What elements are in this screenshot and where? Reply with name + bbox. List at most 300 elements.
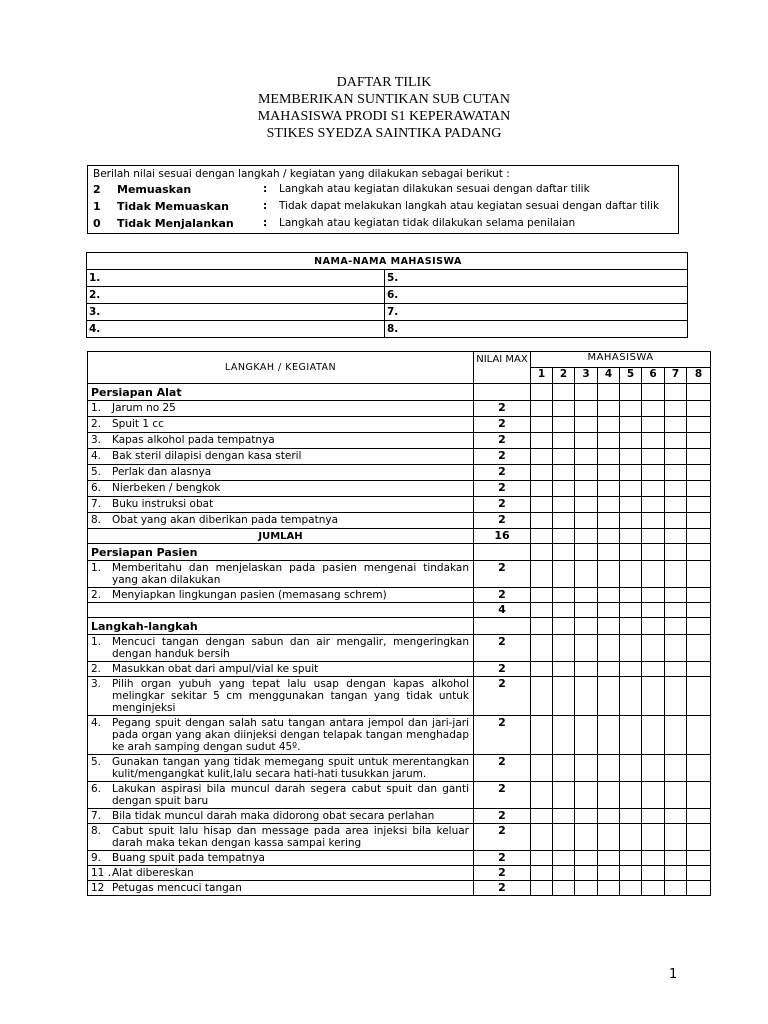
max-score-value: 2 xyxy=(474,755,531,782)
score-cell[interactable] xyxy=(665,497,687,513)
score-cell[interactable] xyxy=(531,662,553,677)
score-cell[interactable] xyxy=(642,866,665,881)
score-cell[interactable] xyxy=(687,433,711,449)
score-cell[interactable] xyxy=(620,782,642,809)
score-cell[interactable] xyxy=(598,851,620,866)
score-cell[interactable] xyxy=(553,662,575,677)
step-text: Mencuci tangan dengan sabun dan air mengalir, mengeringkan dengan handuk bersih xyxy=(112,636,469,660)
score-cell[interactable] xyxy=(665,866,687,881)
table-row xyxy=(88,513,711,529)
score-cell[interactable] xyxy=(642,481,665,497)
score-cell[interactable] xyxy=(598,449,620,465)
score-cell[interactable] xyxy=(575,755,598,782)
score-cell[interactable] xyxy=(620,662,642,677)
score-cell[interactable] xyxy=(598,401,620,417)
score-cell[interactable] xyxy=(665,433,687,449)
score-cell[interactable] xyxy=(531,433,553,449)
score-cell[interactable] xyxy=(642,433,665,449)
score-cell[interactable] xyxy=(665,618,687,635)
legend-colon: : xyxy=(263,200,268,212)
score-cell[interactable] xyxy=(642,449,665,465)
score-cell[interactable] xyxy=(642,497,665,513)
score-cell[interactable] xyxy=(620,497,642,513)
score-cell[interactable] xyxy=(687,449,711,465)
score-cell[interactable] xyxy=(553,433,575,449)
score-cell[interactable] xyxy=(575,603,598,618)
score-cell[interactable] xyxy=(687,809,711,824)
score-cell[interactable] xyxy=(575,824,598,851)
score-cell[interactable] xyxy=(665,417,687,433)
max-score-value: 2 xyxy=(474,561,531,588)
step-cell xyxy=(88,677,474,716)
score-cell[interactable] xyxy=(531,449,553,465)
score-cell[interactable] xyxy=(531,513,553,529)
score-cell[interactable] xyxy=(665,851,687,866)
score-cell[interactable] xyxy=(620,866,642,881)
score-cell[interactable] xyxy=(531,866,553,881)
student-name-field[interactable]: 7. xyxy=(385,304,688,321)
max-score-value: 2 xyxy=(474,881,531,896)
student-name-field[interactable]: 6. xyxy=(385,287,688,304)
title-line-1: DAFTAR TILIK xyxy=(336,75,432,90)
score-cell[interactable] xyxy=(665,529,687,544)
score-cell[interactable] xyxy=(620,618,642,635)
section-title: Persiapan Pasien xyxy=(88,544,474,561)
student-number-header: 5 xyxy=(620,368,642,384)
score-cell[interactable] xyxy=(553,513,575,529)
score-cell[interactable] xyxy=(531,851,553,866)
score-cell[interactable] xyxy=(642,513,665,529)
score-cell[interactable] xyxy=(620,881,642,896)
step-cell xyxy=(88,635,474,662)
score-cell[interactable] xyxy=(598,716,620,755)
score-cell[interactable] xyxy=(553,417,575,433)
max-score-value: 2 xyxy=(474,677,531,716)
score-cell[interactable] xyxy=(665,755,687,782)
score-cell[interactable] xyxy=(687,561,711,588)
score-cell[interactable] xyxy=(620,851,642,866)
score-cell[interactable] xyxy=(598,603,620,618)
score-cell[interactable] xyxy=(575,851,598,866)
score-cell[interactable] xyxy=(598,881,620,896)
table-row xyxy=(88,824,711,851)
score-cell[interactable] xyxy=(620,544,642,561)
step-number: 2. xyxy=(91,418,102,430)
score-cell[interactable] xyxy=(620,481,642,497)
score-cell[interactable] xyxy=(642,809,665,824)
table-row xyxy=(88,497,711,513)
score-cell[interactable] xyxy=(665,603,687,618)
score-cell[interactable] xyxy=(598,561,620,588)
student-name-field[interactable]: 4. xyxy=(87,321,385,338)
score-cell[interactable] xyxy=(598,618,620,635)
step-text: Bila tidak muncul darah maka didorong obat secara perlahan xyxy=(112,810,435,822)
max-score-cell xyxy=(474,544,531,561)
legend-score: 0 xyxy=(93,217,101,230)
score-cell[interactable] xyxy=(575,782,598,809)
score-cell[interactable] xyxy=(553,716,575,755)
step-text: Nierbeken / bengkok xyxy=(112,482,221,494)
score-cell[interactable] xyxy=(687,677,711,716)
score-cell[interactable] xyxy=(665,449,687,465)
score-cell[interactable] xyxy=(642,618,665,635)
score-cell[interactable] xyxy=(642,881,665,896)
score-cell[interactable] xyxy=(642,603,665,618)
score-cell[interactable] xyxy=(642,588,665,603)
score-cell[interactable] xyxy=(598,824,620,851)
section-row xyxy=(88,618,711,635)
title-line-4: STIKES SYEDZA SAINTIKA PADANG xyxy=(266,126,502,141)
score-cell[interactable] xyxy=(598,782,620,809)
legend-description: Langkah atau kegiatan dilakukan sesuai dengan daftar tilik xyxy=(279,183,590,195)
score-cell[interactable] xyxy=(687,588,711,603)
score-cell[interactable] xyxy=(620,401,642,417)
score-cell[interactable] xyxy=(598,809,620,824)
step-number: 5. xyxy=(91,466,102,478)
max-score-value: 2 xyxy=(474,809,531,824)
score-cell[interactable] xyxy=(553,561,575,588)
score-cell[interactable] xyxy=(642,677,665,716)
student-number-header: 4 xyxy=(598,368,620,384)
score-cell[interactable] xyxy=(687,662,711,677)
score-cell[interactable] xyxy=(687,881,711,896)
score-cell[interactable] xyxy=(687,716,711,755)
total-row xyxy=(88,603,711,618)
score-cell[interactable] xyxy=(642,755,665,782)
legend-label: Tidak Memuaskan xyxy=(117,200,229,213)
score-cell[interactable] xyxy=(553,384,575,401)
student-number-header: 3 xyxy=(575,368,598,384)
score-cell[interactable] xyxy=(598,529,620,544)
score-cell[interactable] xyxy=(575,384,598,401)
score-cell[interactable] xyxy=(575,561,598,588)
score-cell[interactable] xyxy=(620,809,642,824)
score-cell[interactable] xyxy=(598,662,620,677)
score-cell[interactable] xyxy=(531,417,553,433)
step-cell xyxy=(88,824,474,851)
score-cell[interactable] xyxy=(665,544,687,561)
score-cell[interactable] xyxy=(531,497,553,513)
score-cell[interactable] xyxy=(620,433,642,449)
score-cell[interactable] xyxy=(687,618,711,635)
max-score-value: 2 xyxy=(474,465,531,481)
score-cell[interactable] xyxy=(575,716,598,755)
score-cell[interactable] xyxy=(553,497,575,513)
score-cell[interactable] xyxy=(531,401,553,417)
score-cell[interactable] xyxy=(575,433,598,449)
score-cell[interactable] xyxy=(665,465,687,481)
step-cell xyxy=(88,782,474,809)
step-cell xyxy=(88,588,474,603)
score-cell[interactable] xyxy=(575,881,598,896)
student-name-field[interactable]: 5. xyxy=(385,270,688,287)
legend-row xyxy=(93,215,674,232)
score-cell[interactable] xyxy=(553,465,575,481)
step-text: Perlak dan alasnya xyxy=(112,466,212,478)
max-score-value: 2 xyxy=(474,824,531,851)
score-cell[interactable] xyxy=(553,755,575,782)
legend-score: 2 xyxy=(93,183,101,196)
score-cell[interactable] xyxy=(531,809,553,824)
score-cell[interactable] xyxy=(687,417,711,433)
score-cell[interactable] xyxy=(553,603,575,618)
score-cell[interactable] xyxy=(620,465,642,481)
score-cell[interactable] xyxy=(553,529,575,544)
table-row xyxy=(88,433,711,449)
score-cell[interactable] xyxy=(665,481,687,497)
score-cell[interactable] xyxy=(598,755,620,782)
score-cell[interactable] xyxy=(598,481,620,497)
score-cell[interactable] xyxy=(531,529,553,544)
score-cell[interactable] xyxy=(531,716,553,755)
student-number-header: 7 xyxy=(665,368,687,384)
table-row xyxy=(88,851,711,866)
step-cell xyxy=(88,481,474,497)
score-cell[interactable] xyxy=(553,401,575,417)
score-cell[interactable] xyxy=(575,417,598,433)
score-cell[interactable] xyxy=(598,417,620,433)
score-cell[interactable] xyxy=(665,662,687,677)
student-name-field[interactable]: 8. xyxy=(385,321,688,338)
score-cell[interactable] xyxy=(531,635,553,662)
student-name-field[interactable]: 2. xyxy=(87,287,385,304)
score-cell[interactable] xyxy=(531,881,553,896)
table-row xyxy=(88,716,711,755)
score-cell[interactable] xyxy=(687,465,711,481)
table-row xyxy=(88,481,711,497)
score-cell[interactable] xyxy=(531,603,553,618)
score-cell[interactable] xyxy=(598,513,620,529)
table-row xyxy=(88,449,711,465)
section-row xyxy=(88,544,711,561)
score-cell[interactable] xyxy=(665,824,687,851)
score-cell[interactable] xyxy=(687,529,711,544)
score-cell[interactable] xyxy=(687,782,711,809)
max-score-value: 2 xyxy=(474,417,531,433)
score-cell[interactable] xyxy=(665,782,687,809)
step-text: Pegang spuit dengan salah satu tangan antara jempol dan jari-jari pada organ yang akan diinjeksi dengan telapak tangan menghadap ke arah samping dengan sudut 45º. xyxy=(112,717,469,753)
score-cell[interactable] xyxy=(687,513,711,529)
max-score-value: 2 xyxy=(474,716,531,755)
score-cell[interactable] xyxy=(687,401,711,417)
score-cell[interactable] xyxy=(620,603,642,618)
step-cell xyxy=(88,755,474,782)
score-cell[interactable] xyxy=(553,851,575,866)
score-cell[interactable] xyxy=(531,544,553,561)
score-cell[interactable] xyxy=(687,481,711,497)
score-cell[interactable] xyxy=(575,401,598,417)
score-cell[interactable] xyxy=(531,465,553,481)
score-cell[interactable] xyxy=(687,755,711,782)
score-cell[interactable] xyxy=(665,881,687,896)
score-cell[interactable] xyxy=(553,544,575,561)
score-cell[interactable] xyxy=(553,866,575,881)
score-cell[interactable] xyxy=(642,465,665,481)
score-cell[interactable] xyxy=(687,824,711,851)
score-cell[interactable] xyxy=(575,662,598,677)
score-cell[interactable] xyxy=(642,401,665,417)
score-cell[interactable] xyxy=(531,677,553,716)
score-cell[interactable] xyxy=(575,513,598,529)
score-cell[interactable] xyxy=(620,824,642,851)
student-number-header: 2 xyxy=(553,368,575,384)
score-cell[interactable] xyxy=(553,618,575,635)
score-cell[interactable] xyxy=(687,544,711,561)
score-cell[interactable] xyxy=(575,635,598,662)
max-score-value: 2 xyxy=(474,851,531,866)
score-cell[interactable] xyxy=(575,809,598,824)
student-number-header: 6 xyxy=(642,368,665,384)
score-cell[interactable] xyxy=(687,384,711,401)
score-cell[interactable] xyxy=(665,635,687,662)
section-row xyxy=(88,384,711,401)
score-cell[interactable] xyxy=(598,677,620,716)
step-number: 8. xyxy=(91,825,102,837)
step-column-header: LANGKAH / KEGIATAN xyxy=(88,352,474,384)
score-cell[interactable] xyxy=(553,824,575,851)
step-cell xyxy=(88,881,474,896)
score-cell[interactable] xyxy=(687,603,711,618)
score-cell[interactable] xyxy=(642,662,665,677)
step-cell xyxy=(88,449,474,465)
student-name-field[interactable]: 1. xyxy=(87,270,385,287)
score-cell[interactable] xyxy=(598,497,620,513)
score-cell[interactable] xyxy=(531,782,553,809)
table-row xyxy=(88,866,711,881)
score-cell[interactable] xyxy=(620,677,642,716)
score-cell[interactable] xyxy=(553,588,575,603)
step-number: 3. xyxy=(91,678,102,690)
score-cell[interactable] xyxy=(665,561,687,588)
document-title xyxy=(0,74,768,142)
score-cell[interactable] xyxy=(620,417,642,433)
score-cell[interactable] xyxy=(620,529,642,544)
score-cell[interactable] xyxy=(553,481,575,497)
score-cell[interactable] xyxy=(642,529,665,544)
step-number: 4. xyxy=(91,717,102,729)
score-cell[interactable] xyxy=(531,384,553,401)
step-number: 7. xyxy=(91,498,102,510)
step-cell xyxy=(88,465,474,481)
score-cell[interactable] xyxy=(531,481,553,497)
score-cell[interactable] xyxy=(553,782,575,809)
score-cell[interactable] xyxy=(575,544,598,561)
score-cell[interactable] xyxy=(531,588,553,603)
score-cell[interactable] xyxy=(575,449,598,465)
score-cell[interactable] xyxy=(620,588,642,603)
score-cell[interactable] xyxy=(620,716,642,755)
score-cell[interactable] xyxy=(575,465,598,481)
score-cell[interactable] xyxy=(620,513,642,529)
score-cell[interactable] xyxy=(665,401,687,417)
score-cell[interactable] xyxy=(575,866,598,881)
score-cell[interactable] xyxy=(575,529,598,544)
score-cell[interactable] xyxy=(665,513,687,529)
legend-label: Memuaskan xyxy=(117,183,192,196)
score-cell[interactable] xyxy=(598,866,620,881)
score-cell[interactable] xyxy=(531,561,553,588)
score-cell[interactable] xyxy=(642,417,665,433)
student-name-field[interactable]: 3. xyxy=(87,304,385,321)
score-cell[interactable] xyxy=(620,384,642,401)
score-cell[interactable] xyxy=(598,384,620,401)
score-cell[interactable] xyxy=(665,677,687,716)
score-cell[interactable] xyxy=(642,782,665,809)
students-column-header: MAHASISWA xyxy=(531,352,711,368)
score-cell[interactable] xyxy=(598,588,620,603)
score-cell[interactable] xyxy=(598,465,620,481)
score-cell[interactable] xyxy=(665,588,687,603)
max-score-value: 2 xyxy=(474,782,531,809)
score-cell[interactable] xyxy=(553,635,575,662)
table-row xyxy=(88,417,711,433)
total-value: 16 xyxy=(474,529,531,544)
max-score-cell xyxy=(474,618,531,635)
step-cell xyxy=(88,417,474,433)
max-score-value: 2 xyxy=(474,481,531,497)
score-cell[interactable] xyxy=(620,755,642,782)
score-cell[interactable] xyxy=(553,677,575,716)
score-cell[interactable] xyxy=(531,618,553,635)
step-number: 8. xyxy=(91,514,102,526)
score-cell[interactable] xyxy=(642,544,665,561)
table-row xyxy=(88,662,711,677)
score-cell[interactable] xyxy=(642,824,665,851)
score-cell[interactable] xyxy=(575,618,598,635)
score-cell[interactable] xyxy=(553,809,575,824)
score-cell[interactable] xyxy=(665,809,687,824)
step-cell xyxy=(88,866,474,881)
score-cell[interactable] xyxy=(665,384,687,401)
score-cell[interactable] xyxy=(642,635,665,662)
score-cell[interactable] xyxy=(553,881,575,896)
score-cell[interactable] xyxy=(620,449,642,465)
score-cell[interactable] xyxy=(598,433,620,449)
score-cell[interactable] xyxy=(642,561,665,588)
legend-intro: Berilah nilai sesuai dengan langkah / kegiatan yang dilakukan sebagai berikut : xyxy=(93,168,510,180)
section-title: Persiapan Alat xyxy=(88,384,474,401)
score-cell[interactable] xyxy=(598,544,620,561)
score-cell[interactable] xyxy=(642,716,665,755)
score-cell[interactable] xyxy=(642,851,665,866)
score-cell[interactable] xyxy=(687,866,711,881)
score-cell[interactable] xyxy=(620,561,642,588)
student-names-table xyxy=(86,252,688,338)
score-cell[interactable] xyxy=(575,677,598,716)
table-row xyxy=(88,635,711,662)
step-number: 7. xyxy=(91,810,102,822)
step-cell xyxy=(88,716,474,755)
score-cell[interactable] xyxy=(598,635,620,662)
score-cell[interactable] xyxy=(687,497,711,513)
score-cell[interactable] xyxy=(620,635,642,662)
score-cell[interactable] xyxy=(553,449,575,465)
score-cell[interactable] xyxy=(665,716,687,755)
step-cell xyxy=(88,809,474,824)
score-cell[interactable] xyxy=(575,481,598,497)
step-number: 2. xyxy=(91,589,102,601)
page-number: 1 xyxy=(669,967,678,982)
score-cell[interactable] xyxy=(687,635,711,662)
step-cell xyxy=(88,513,474,529)
score-cell[interactable] xyxy=(575,588,598,603)
table-row xyxy=(88,588,711,603)
score-cell[interactable] xyxy=(575,497,598,513)
score-cell[interactable] xyxy=(687,851,711,866)
score-cell[interactable] xyxy=(531,755,553,782)
score-cell[interactable] xyxy=(642,384,665,401)
score-cell[interactable] xyxy=(531,824,553,851)
